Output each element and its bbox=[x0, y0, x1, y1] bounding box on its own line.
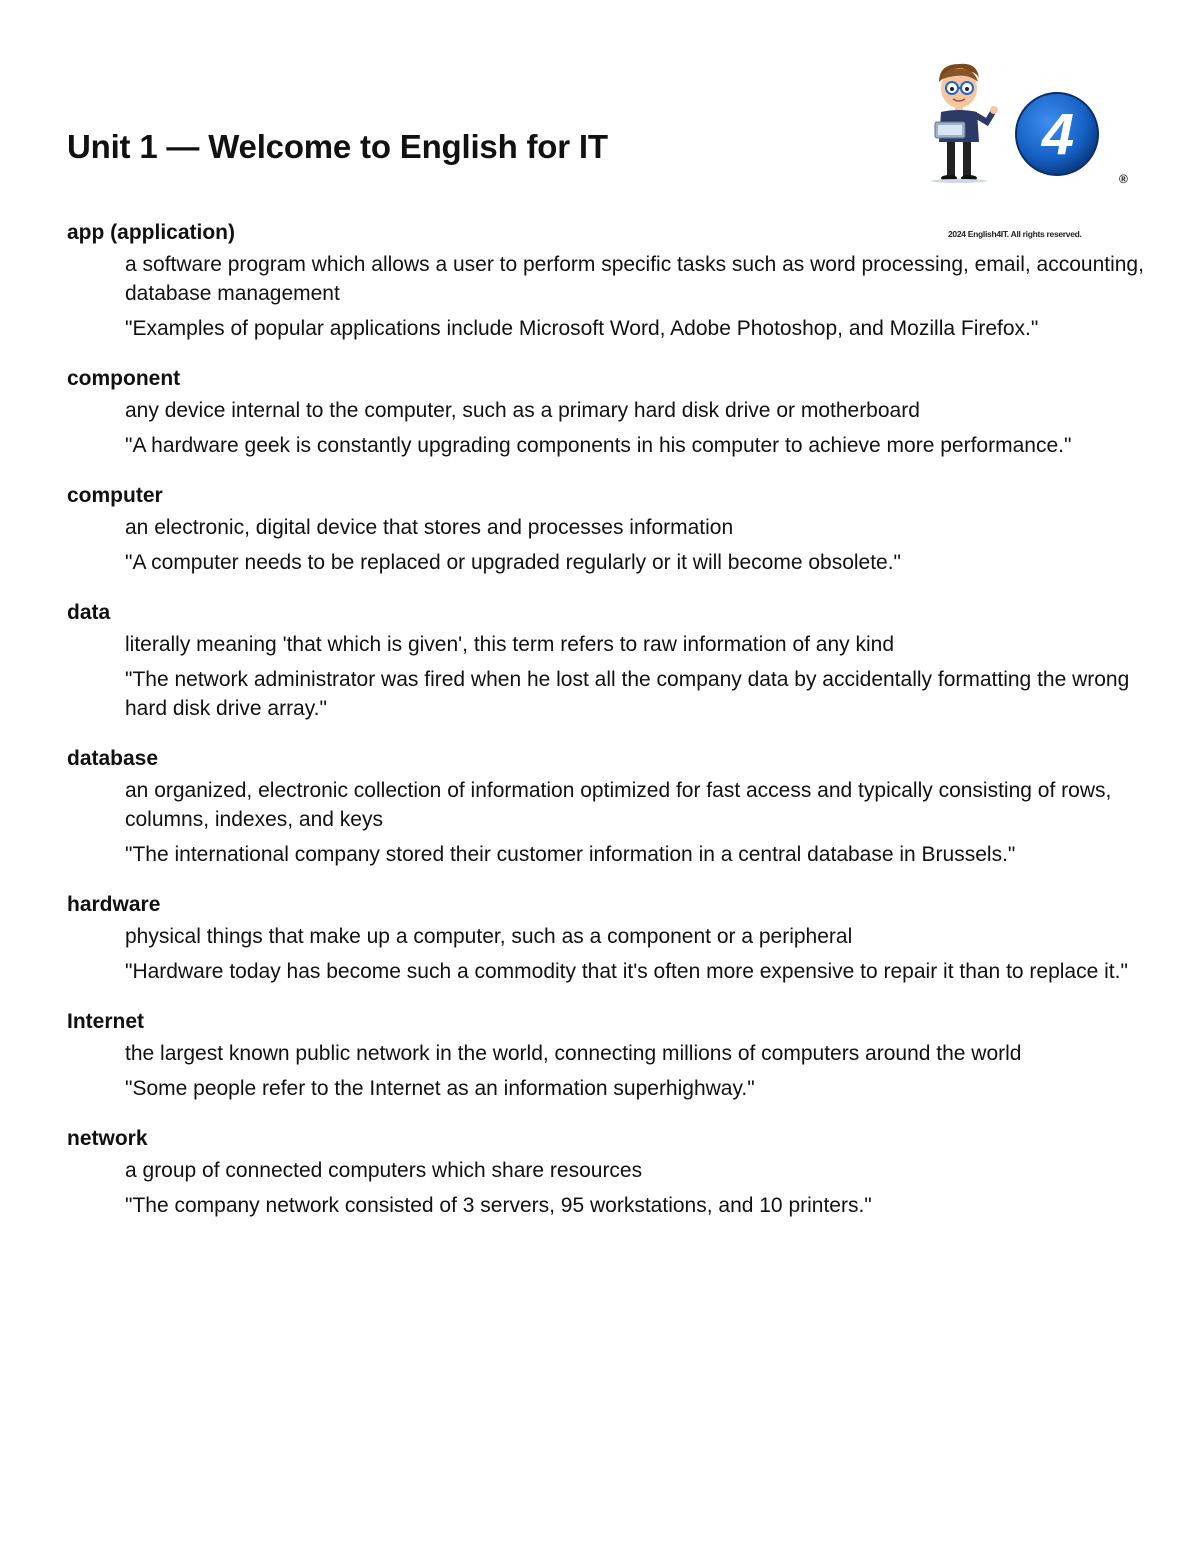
entry-example: "Hardware today has become such a commodity that it's often more expensive to repair it than to replace it." bbox=[125, 960, 1128, 983]
glossary-entry bbox=[67, 219, 1147, 343]
entry-example: "Some people refer to the Internet as an information superhighway." bbox=[125, 1077, 755, 1100]
entry-definition: an organized, electronic collection of information optimized for fast access and typically consisting of rows, columns, indexes, and keys bbox=[125, 779, 1112, 831]
entry-term: database bbox=[67, 747, 159, 770]
glossary-entry bbox=[67, 1125, 1147, 1220]
entry-term: component bbox=[67, 367, 181, 390]
page-title: Unit 1 — Welcome to English for IT bbox=[67, 128, 608, 165]
entry-definition: an electronic, digital device that stores and processes information bbox=[125, 516, 734, 539]
entry-example: "A hardware geek is constantly upgrading components in his computer to achieve more performance." bbox=[125, 434, 1072, 457]
copyright-notice: 2024 English4IT. All rights reserved. bbox=[948, 229, 1082, 239]
mascot-illustration bbox=[925, 60, 1005, 185]
glossary-entry bbox=[67, 1008, 1147, 1103]
entry-example: "The international company stored their customer information in a central database in Brussels." bbox=[125, 843, 1016, 866]
entry-definition: literally meaning 'that which is given', this term refers to raw information of any kind bbox=[125, 633, 895, 656]
entry-term: computer bbox=[67, 484, 163, 507]
entry-example: "The network administrator was fired when he lost all the company data by accidentally formatting the wrong hard disk drive array." bbox=[125, 668, 1130, 720]
glossary-entry bbox=[67, 745, 1147, 869]
glossary-entry bbox=[67, 365, 1147, 460]
number-badge-icon bbox=[1013, 90, 1103, 180]
entry-example: "Examples of popular applications include Microsoft Word, Adobe Photoshop, and Mozilla Firefox." bbox=[125, 317, 1039, 340]
entry-definition: physical things that make up a computer, such as a component or a peripheral bbox=[125, 925, 853, 948]
entry-definition: any device internal to the computer, such as a primary hard disk drive or motherboard bbox=[125, 399, 920, 422]
entry-term: app (application) bbox=[67, 221, 235, 244]
glossary-entry bbox=[67, 599, 1147, 723]
entry-term: network bbox=[67, 1127, 148, 1150]
badge-numeral: 4 bbox=[1041, 102, 1075, 167]
registered-mark: ® bbox=[1119, 172, 1128, 186]
entry-definition: the largest known public network in the world, connecting millions of computers around the world bbox=[125, 1042, 1022, 1065]
entry-definition: a software program which allows a user to perform specific tasks such as word processing, email, accounting, database management bbox=[125, 253, 1144, 305]
entry-example: "The company network consisted of 3 servers, 95 workstations, and 10 printers." bbox=[125, 1194, 872, 1217]
brand-logo bbox=[925, 60, 1115, 190]
entry-term: data bbox=[67, 601, 111, 624]
entry-example: "A computer needs to be replaced or upgraded regularly or it will become obsolete." bbox=[125, 551, 902, 574]
glossary-list bbox=[67, 219, 1147, 1242]
entry-term: hardware bbox=[67, 893, 161, 916]
glossary-entry bbox=[67, 482, 1147, 577]
entry-term: Internet bbox=[67, 1010, 145, 1033]
glossary-entry bbox=[67, 891, 1147, 986]
entry-definition: a group of connected computers which share resources bbox=[125, 1159, 643, 1182]
